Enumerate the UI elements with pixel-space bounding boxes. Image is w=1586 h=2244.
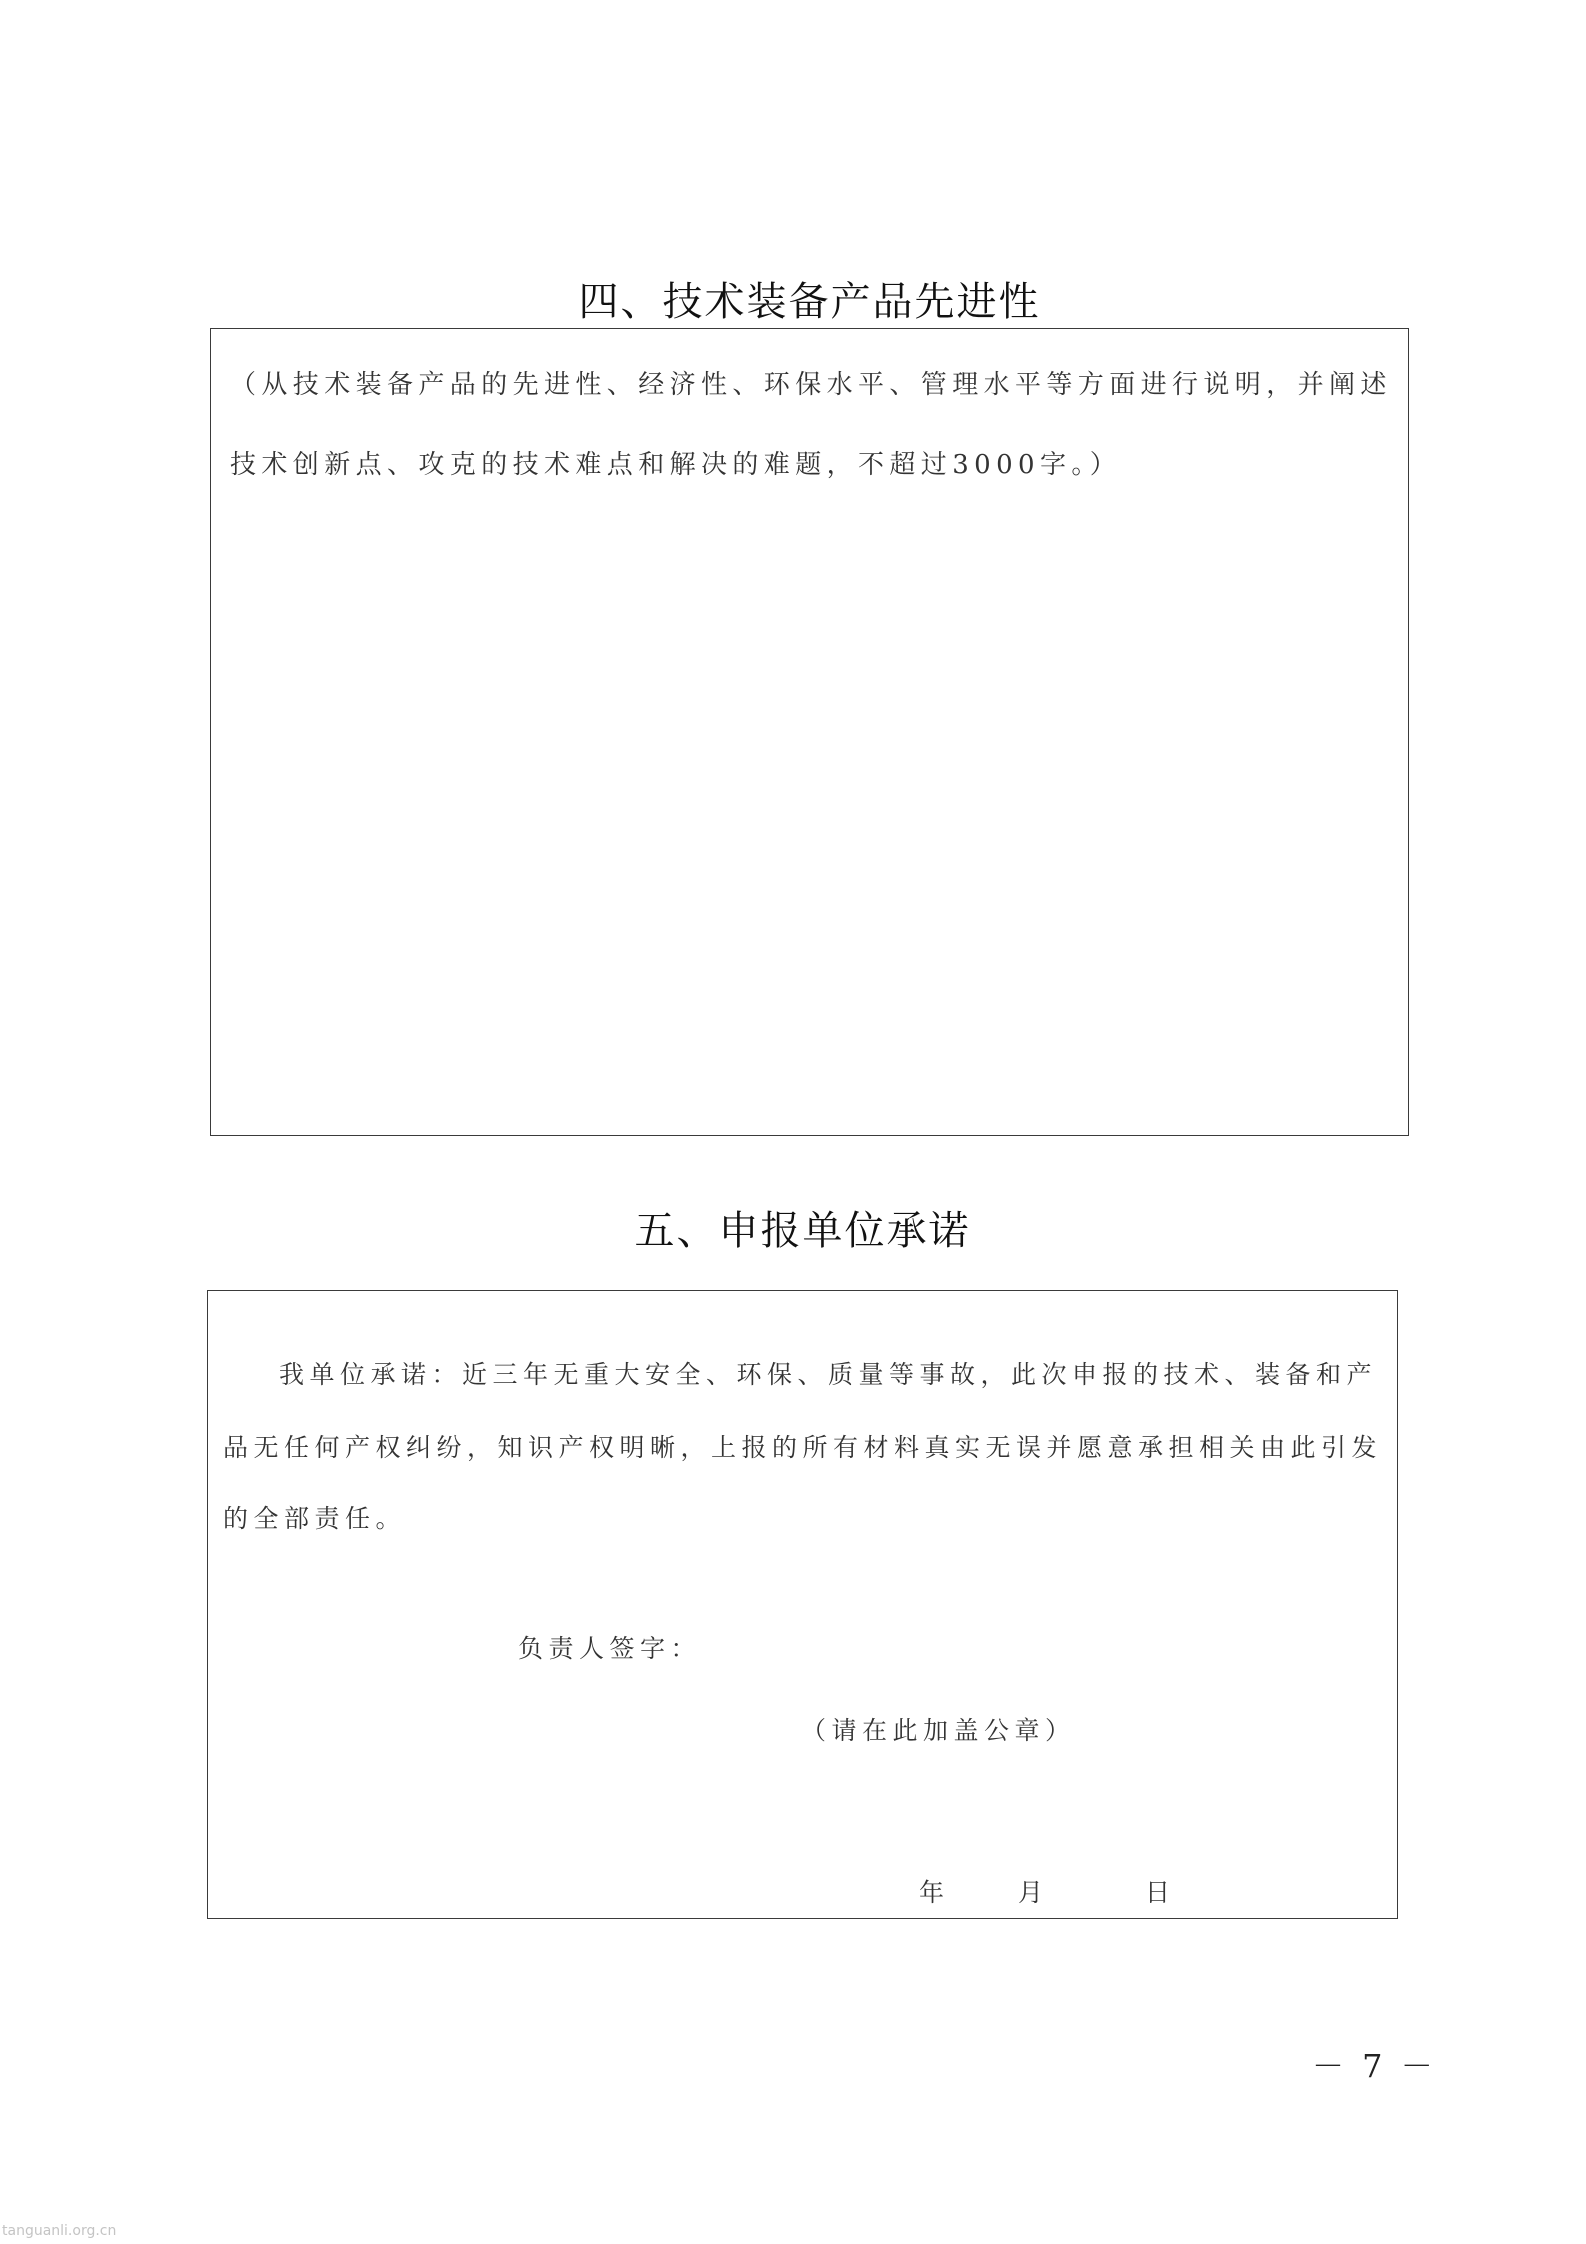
section-4-content-box xyxy=(210,328,1409,1136)
section-4-instruction-line: （从技术装备产品的先进性、经济性、环保水平、管理水平等方面进行说明，并阐述 xyxy=(230,370,1392,400)
section-4-instruction-line: 技术创新点、攻克的技术难点和解决的难题，不超过3000字。） xyxy=(230,450,1122,480)
seal-note: （请在此加盖公章） xyxy=(801,1716,1076,1745)
section-4-title: 四、技术装备产品先进性 xyxy=(578,279,1041,325)
pledge-text-line: 品无任何产权纠纷，知识产权明晰，上报的所有材料真实无误并愿意承担相关由此引发 xyxy=(223,1433,1383,1462)
pledge-text-line: 的全部责任。 xyxy=(223,1504,407,1533)
signature-label: 负责人签字： xyxy=(518,1634,702,1663)
section-5-pledge-box xyxy=(207,1290,1398,1919)
pledge-text-line: 我单位承诺：近三年无重大安全、环保、质量等事故，此次申报的技术、装备和产 xyxy=(279,1360,1378,1389)
watermark: tanguanli.org.cn xyxy=(2,2223,117,2239)
date-month-label: 月 xyxy=(1018,1878,1049,1907)
section-5-title: 五、申报单位承诺 xyxy=(634,1208,971,1254)
page-number: － 7 － xyxy=(1312,2047,1437,2085)
date-day-label: 日 xyxy=(1145,1878,1176,1907)
date-year-label: 年 xyxy=(919,1878,950,1907)
